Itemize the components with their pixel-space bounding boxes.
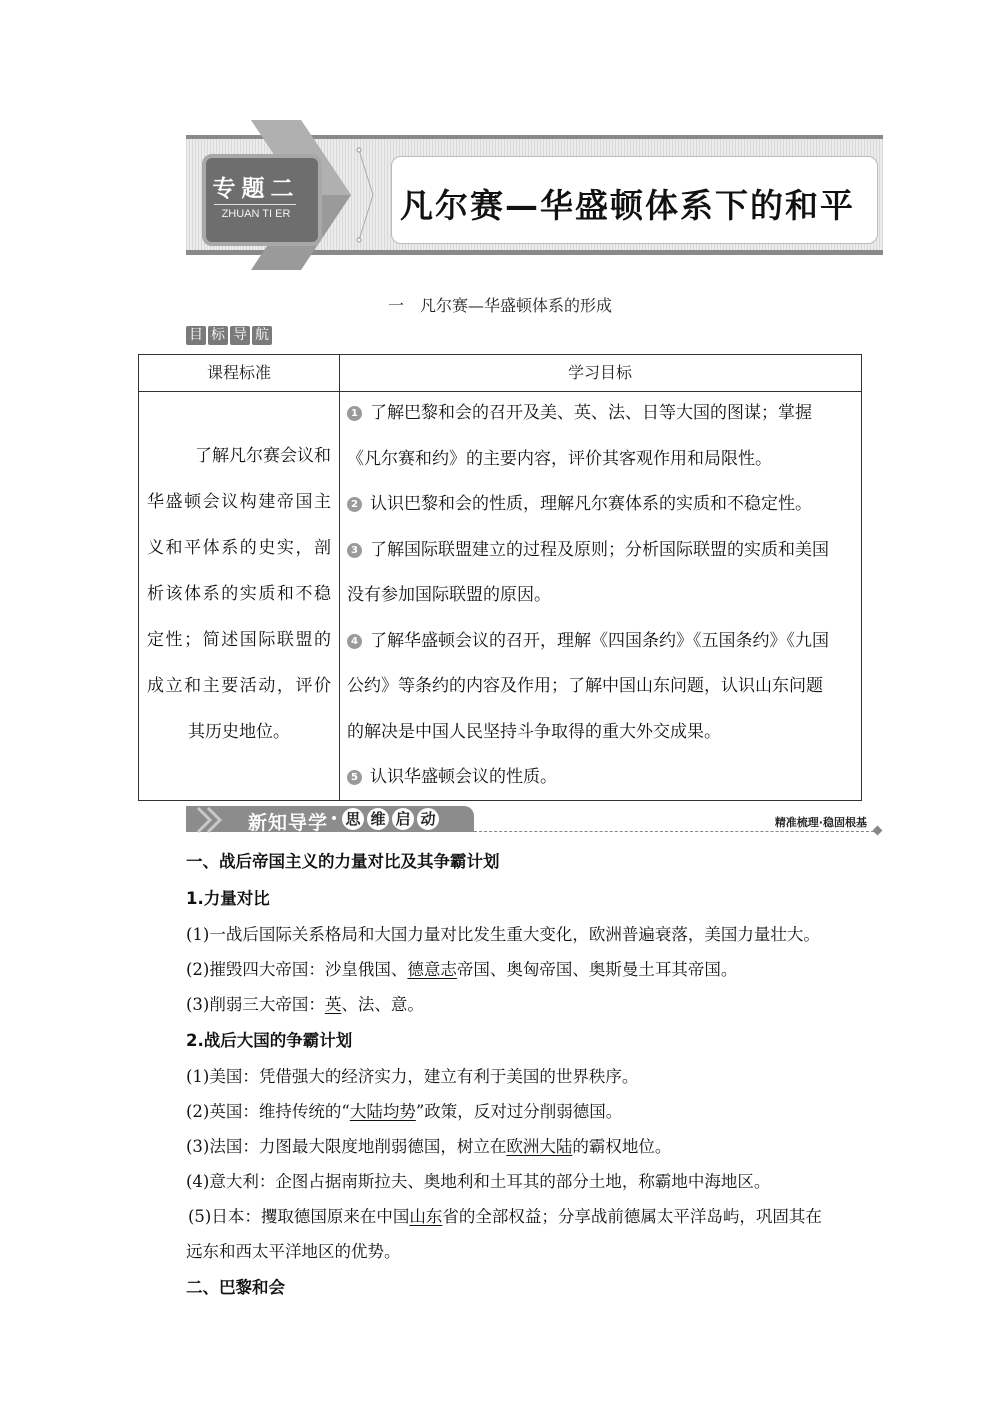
standard-line: 定性；简述国际联盟的 [147,630,331,650]
text: 、法、意。 [341,995,424,1014]
text: ”政策，反对过分削弱德国。 [415,1102,623,1121]
goal-item [347,528,855,574]
text: 省的全部权益；分享战前德属太平洋岛屿，巩固其在 [442,1207,822,1226]
topic-tag-en: ZHUAN TI ER [221,208,291,220]
subheading-1: 1.力量对比 [186,889,270,908]
text: 帝国、奥匈帝国、奥斯曼土耳其帝国。 [456,960,738,979]
key-term: 德意志 [407,960,457,979]
text: (1)美国：凭借强大的经济实力，建立有利于美国的世界秩序。 [186,1067,639,1086]
standard-line: 其历史地位。 [188,722,290,742]
goal-text: 认识华盛顿会议的性质。 [370,767,557,787]
section-subtitle: 精准梳理·稳固根基 [774,816,867,829]
content-line [186,1098,622,1122]
standard-line: 成立和主要活动，评价 [147,676,331,696]
header-learning-goals: 学习目标 [567,363,632,382]
key-term: 英 [324,995,342,1014]
nav-tag-char: 标 [208,326,228,345]
circled-char: 动 [417,808,439,830]
objectives-table [138,354,862,801]
goal-item-cont: 的解决是中国人民坚持斗争取得的重大外交成果。 [347,721,721,742]
nav-tag-char: 航 [252,326,272,345]
number-5-icon: 5 [347,770,362,785]
number-4-icon: 4 [347,634,362,649]
objective-nav-tag [186,326,272,345]
goal-item [347,755,855,801]
lesson-title: 一 凡尔赛—华盛顿体系的形成 [387,296,612,315]
content-line [186,956,737,980]
double-chevron-icon [194,806,234,836]
key-term: 大陆均势 [349,1102,416,1121]
standard-line: 义和平体系的史实，剖 [147,538,331,558]
heading-2: 二、巴黎和会 [186,1278,285,1297]
goal-text: 了解华盛顿会议的召开，理解《四国条约》《五国条约》《九国 [370,630,829,651]
text: 的霸权地位。 [572,1137,672,1156]
content-line [186,921,820,945]
goal-text: 了解巴黎和会的召开及美、英、法、日等大国的图谋；掌握 [370,403,812,423]
key-term: 欧洲大陆 [506,1137,573,1156]
text: (1)一战后国际关系格局和大国力量对比发生重大变化，欧洲普遍衰落，美国力量壮大。 [186,925,820,944]
content-line [186,1133,671,1157]
text: (3)削弱三大帝国： [186,995,325,1014]
separator-dot [332,816,336,820]
content-line [188,1203,822,1227]
goal-item-cont: 《凡尔赛和约》的主要内容，评价其客观作用和局限性。 [347,448,772,469]
standard-line: 华盛顿会议构建帝国主 [147,492,331,512]
goal-item-cont: 没有参加国际联盟的原因。 [347,585,551,605]
section-label: 新知导学 [248,812,329,834]
nav-tag-char: 目 [186,326,206,345]
goal-text: 认识巴黎和会的性质，理解凡尔赛体系的实质和不稳定性。 [370,494,812,514]
text: (2)英国：维持传统的“ [186,1102,350,1121]
topic-tag-cn: 专题二 [212,176,300,202]
topic-tag-divider [214,204,296,205]
heading-1: 一、战后帝国主义的力量对比及其争霸计划 [186,852,500,871]
section-bar [186,806,883,836]
column-divider [339,355,340,800]
circled-char: 思 [342,808,364,830]
diamond-icon [873,826,883,836]
text: (5)日本：攫取德国原来在中国 [188,1207,410,1226]
goal-item [347,482,855,528]
text: (3)法国：力图最大限度地削弱德国，树立在 [186,1137,507,1156]
number-3-icon: 3 [347,543,362,558]
content-line [186,991,424,1015]
subheading-2: 2.战后大国的争霸计划 [186,1031,353,1050]
goal-item-cont: 公约》等条约的内容及作用；了解中国山东问题，认识山东问题 [347,676,823,696]
text: (2)摧毁四大帝国：沙皇俄国、 [186,960,408,979]
nav-tag-char: 导 [230,326,250,345]
goal-item [347,619,855,665]
chapter-title: 凡尔赛—华盛顿体系下的和平 [400,186,855,225]
circled-char: 维 [367,808,389,830]
circled-char: 启 [392,808,414,830]
standard-line: 析该体系的实质和不稳 [147,584,331,604]
content-line [186,1063,638,1087]
goal-item [347,391,855,437]
learning-goals-list [347,391,855,801]
goal-text: 了解国际联盟建立的过程及原则；分析国际联盟的实质和美国 [370,539,829,560]
key-term: 山东 [409,1207,443,1226]
number-2-icon: 2 [347,497,362,512]
content-line: 远东和西太平洋地区的优势。 [186,1242,401,1261]
chapter-banner [186,120,883,270]
header-curriculum-standard: 课程标准 [206,363,271,382]
content-line [186,1168,770,1192]
curriculum-standard-text [147,433,331,755]
text: (4)意大利：企图占据南斯拉夫、奥地利和土耳其的部分土地，称霸地中海地区。 [186,1172,771,1191]
number-1-icon: 1 [347,406,362,421]
standard-line: 了解凡尔赛会议和 [195,446,331,466]
dashed-rule [474,831,874,832]
